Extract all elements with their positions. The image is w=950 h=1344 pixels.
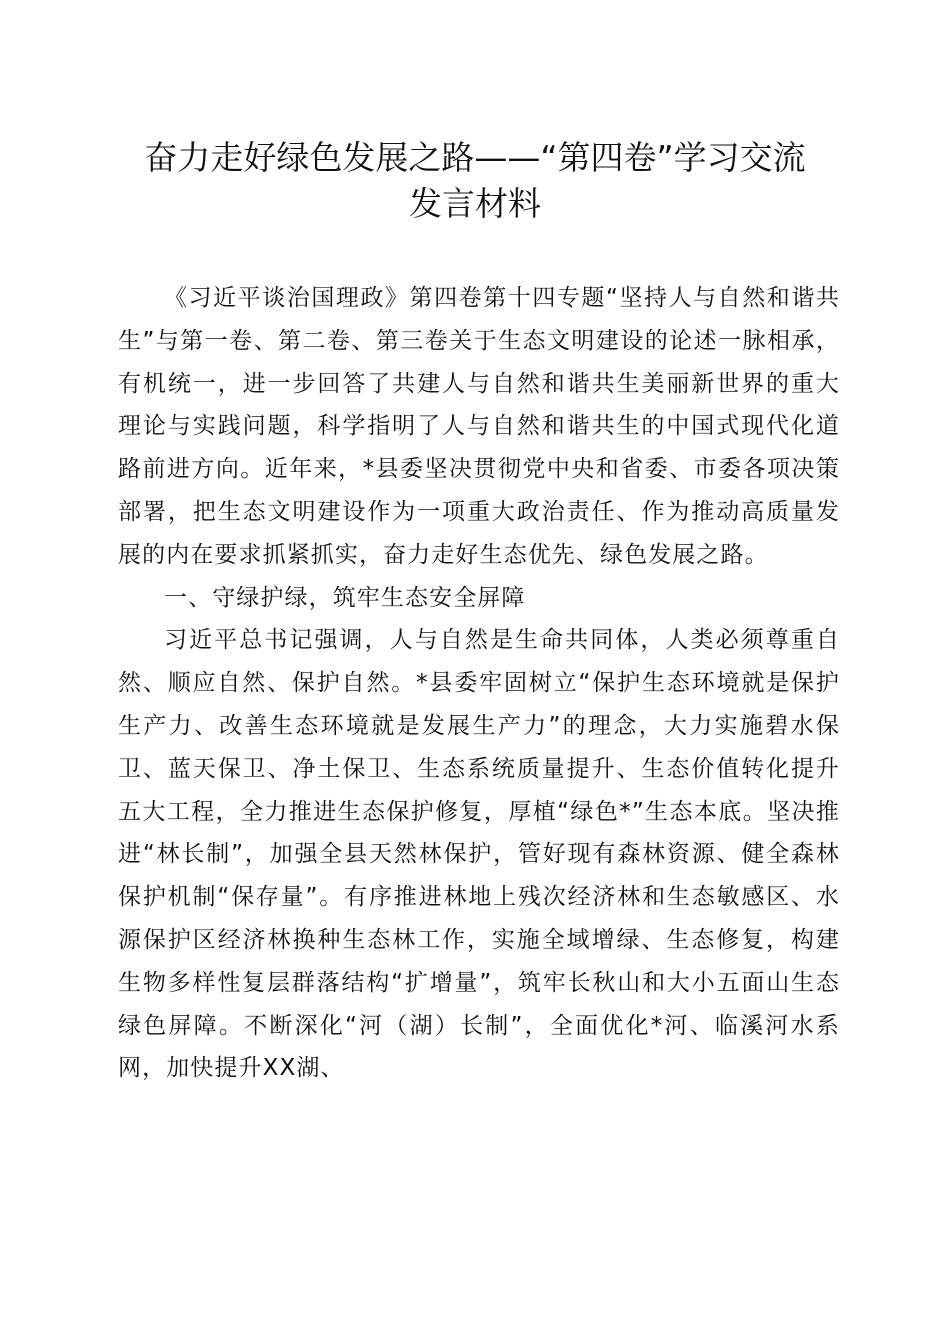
document-title	[100, 135, 850, 227]
paragraph-intro: 《习近平谈治国理政》第四卷第十四专题“坚持人与自然和谐共生”与第一卷、第二卷、第三卷关于生态文明建设的论述一脉相承，有机统一，进一步回答了共建人与自然和谐共生美丽新世界的重大理论与实践问题，科学指明了人与自然和谐共生的中国式现代化道路前进方向。近年来，*县委坚决贯彻党中央和省委、市委各项决策部署，把生态文明建设作为一项重大政治责任、作为推动高质量发展的内在要求抓紧抓实，奋力走好生态优先、绿色发展之路。	[118, 285, 840, 568]
section-heading-1: 一、守绿护绿，筑牢生态安全屏障	[164, 584, 526, 611]
title-line-1: 奋力走好绿色发展之路——“第四卷”学习交流	[144, 138, 806, 177]
paragraph-section-1: 习近平总书记强调，人与自然是生命共同体，人类必须尊重自然、顺应自然、保护自然。*县委牢固树立“保护生态环境就是保护生产力、改善生态环境就是发展生产力”的理念，大力实施碧水保卫、蓝天保卫、净土保卫、生态系统质量提升、生态价值转化提升五大工程，全力推进生态保护修复，厚植“绿色*”生态本底。坚决推进“林长制”，加强全县天然林保护，管好现有森林资源、健全森林保护机制“保存量”。有序推进林地上残次经济林和生态敏感区、水源保护区经济林换种生态林工作，实施全域增绿、生态修复，构建生物多样性复层群落结构“扩增量”，筑牢长秋山和大小五面山生态绿色屏障。不断深化“河（湖）长制”，全面优化*河、临溪河水系网，加快提升XX湖、	[118, 627, 840, 1082]
document-body	[118, 277, 840, 1090]
title-line-2: 发言材料	[409, 184, 541, 223]
